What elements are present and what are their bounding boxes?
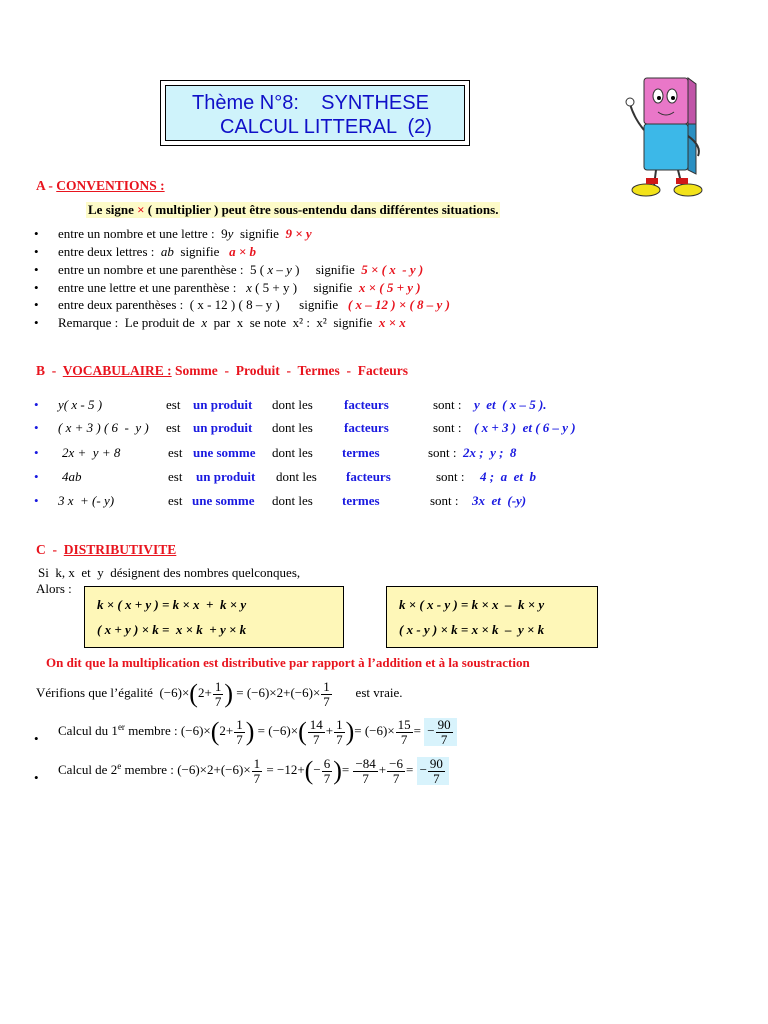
- section-b-heading: VOCABULAIRE :: [62, 363, 172, 378]
- vocab-expr: 4ab: [62, 469, 82, 484]
- vocab-kind: un produit: [193, 397, 253, 412]
- vocab-expr: ( x + 3 ) ( 6 - y ): [58, 420, 149, 435]
- times-sign: ×: [137, 202, 145, 217]
- vocab-sont: sont :: [433, 397, 462, 412]
- vocab-est: est: [168, 469, 183, 484]
- vocab-dont: dont les: [272, 397, 313, 412]
- section-a-title: [36, 178, 165, 194]
- calc-first-member: Calcul du 1er membre : (−6)×(2+ $\frac{1}{7}$ ) = (−6)×( $\frac{14}{7}$ + $\frac{1}{7}$ )= (−6)× $\frac{15}{7}$ = − $\frac{90}{7}$: [58, 718, 457, 746]
- title-box: [160, 80, 470, 146]
- bullet-icon: •: [34, 445, 39, 460]
- vocab-expr: y( x - 5 ): [58, 397, 103, 412]
- vocab-answer: 2x ; y ; 8: [463, 445, 517, 460]
- vocab-role: facteurs: [346, 469, 391, 484]
- bullet-icon: •: [34, 770, 39, 785]
- vocab-sont: sont :: [430, 493, 459, 508]
- list-item: Remarque : Le produit de x par x se note x² : x² signifie x × x: [58, 315, 406, 330]
- vocab-role: facteurs: [344, 397, 389, 412]
- bullet-icon: •: [34, 244, 39, 259]
- vocab-kind: une somme: [193, 445, 256, 460]
- vocab-dont: dont les: [272, 445, 313, 460]
- formula-line: k × ( x + y ) = k × x + k × y: [97, 597, 247, 612]
- distributivity-conclusion: On dit que la multiplication est distributive par rapport à l’addition et à la soustraction: [46, 655, 530, 670]
- vocab-kind: une somme: [192, 493, 255, 508]
- vocab-sont: sont :: [428, 445, 457, 460]
- vocab-expr: 3 x + (- y): [58, 493, 115, 508]
- section-a-heading: CONVENTIONS :: [56, 178, 165, 193]
- bullet-icon: •: [34, 297, 39, 312]
- bullet-icon: •: [34, 315, 39, 330]
- formula-line: k × ( x - y ) = k × x – k × y: [399, 597, 545, 612]
- vocab-dont: dont les: [272, 420, 313, 435]
- vocab-dont: dont les: [272, 493, 313, 508]
- bullet-icon: •: [34, 280, 39, 295]
- intro-part1: Le signe: [88, 202, 138, 217]
- title-box-inner: [165, 85, 465, 141]
- verify-label: Vérifions que l’égalité: [36, 685, 153, 701]
- section-c-title: C - DISTRIBUTIVITE: [36, 542, 177, 557]
- vocab-sont: sont :: [436, 469, 465, 484]
- bullet-icon: •: [34, 226, 39, 241]
- title-line-1: Thème N°8: SYNTHESE: [192, 92, 429, 114]
- section-a-prefix: A -: [36, 178, 57, 193]
- vocab-answer: y et ( x – 5 ).: [474, 397, 547, 412]
- list-item: entre un nombre et une lettre : 9y signifie 9 × y: [58, 226, 312, 241]
- calc-second-member: Calcul de 2e membre : (−6)×2+(−6)× $\frac{1}{7}$ = −12+(− $\frac{6}{7}$ )= $\frac{-84}{7}$ + $\frac{-6}{7}$ = − $\frac{90}{7}$: [58, 757, 449, 785]
- list-item: entre deux parenthèses : ( x - 12 ) ( 8 – y ) signifie ( x – 12 ) × ( 8 – y ): [58, 297, 450, 312]
- vocab-role: termes: [342, 493, 380, 508]
- verify-end: est vraie.: [355, 685, 403, 701]
- bullet-icon: •: [34, 493, 39, 508]
- formula-box-addition: [84, 586, 344, 648]
- verify-equation: Vérifions que l’égalité (−6)×(2+ $\frac{1}{7}$ ) = (−6)×2+(−6)× $\frac{1}{7}$ est vraie.: [36, 679, 403, 709]
- bullet-icon: •: [34, 420, 39, 435]
- section-b-title: B - VOCABULAIRE : Somme - Produit - Termes - Facteurs: [36, 363, 408, 378]
- eraser-mascot-icon: [620, 70, 710, 200]
- vocab-role: termes: [342, 445, 380, 460]
- bullet-icon: •: [34, 262, 39, 277]
- formula-line: ( x + y ) × k = x × k + y × k: [97, 622, 247, 637]
- vocab-answer: 3x et (-y): [472, 493, 527, 508]
- list-item: entre un nombre et une parenthèse : 5 ( x – y ) signifie 5 × ( x - y ): [58, 262, 424, 277]
- formula-line: ( x - y ) × k = x × k – y × k: [399, 622, 545, 637]
- vocab-expr: 2x + y + 8: [62, 445, 121, 460]
- intro-part2: ( multiplier ) peut être sous-entendu dans différentes situations.: [144, 202, 499, 217]
- distributivity-intro: Si k, x et y désignent des nombres quelconques,: [38, 565, 301, 580]
- vocab-kind: un produit: [196, 469, 256, 484]
- vocab-kind: un produit: [193, 420, 253, 435]
- list-item: entre deux lettres : ab signifie a × b: [58, 244, 257, 259]
- list-item: entre une lettre et une parenthèse : x ( 5 + y ) signifie x × ( 5 + y ): [58, 280, 421, 295]
- section-c-heading: DISTRIBUTIVITE: [63, 542, 177, 557]
- vocab-est: est: [168, 493, 183, 508]
- vocab-est: est: [168, 445, 183, 460]
- section-b-subtitle: Somme - Produit - Termes - Facteurs: [171, 363, 408, 378]
- vocab-answer: 4 ; a et b: [480, 469, 536, 484]
- title-line-2: CALCUL LITTERAL (2): [220, 116, 432, 138]
- bullet-icon: •: [34, 469, 39, 484]
- bullet-icon: •: [34, 731, 39, 746]
- vocab-answer: ( x + 3 ) et ( 6 – y ): [474, 420, 576, 435]
- vocab-est: est: [166, 397, 181, 412]
- vocab-sont: sont :: [433, 420, 462, 435]
- section-a-intro: [86, 202, 500, 218]
- distributivity-alors: Alors :: [36, 581, 72, 596]
- vocab-dont: dont les: [276, 469, 317, 484]
- vocab-est: est: [166, 420, 181, 435]
- vocab-role: facteurs: [344, 420, 389, 435]
- formula-box-subtraction: [386, 586, 598, 648]
- bullet-icon: •: [34, 397, 39, 412]
